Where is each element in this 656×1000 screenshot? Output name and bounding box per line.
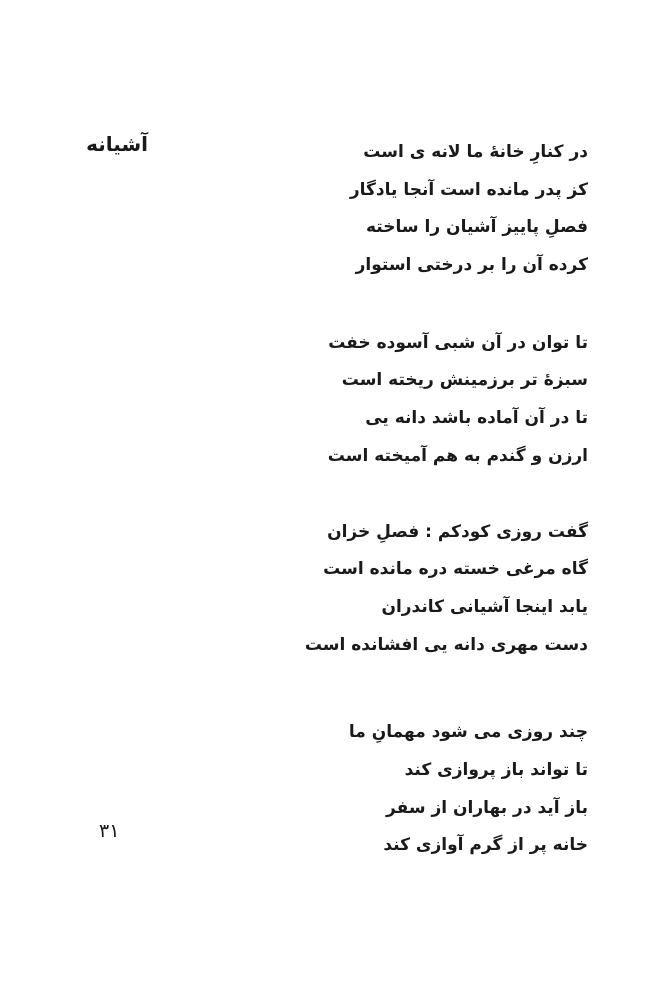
poem-line: سبزهٔ تر برزمینش ریخته است (341, 370, 588, 391)
poem-line: تا در آن آماده باشد دانه یی (365, 408, 588, 429)
poem-line: تا توان در آن شبی آسوده خفت (328, 332, 588, 353)
poem-line: دست مهری دانه یی افشانده است (304, 634, 588, 655)
poem-line: فصلِ پاییز آشیان را ساخته (366, 217, 588, 238)
stanza-4 (258, 714, 588, 865)
poem-line: تا تواند باز پروازی کند (404, 759, 588, 780)
poem-line: یابد اینجا آشیانی کاندران (381, 596, 588, 617)
poem-line: گاه مرغی خسته دره مانده است (323, 559, 588, 580)
poem-title: آشیانه (86, 132, 148, 156)
stanza-3 (258, 514, 588, 665)
poem-body (258, 134, 588, 905)
poem-line: باز آید در بهاران از سفر (386, 797, 588, 818)
poem-line: گفت روزی کودکم : فصلِ خزان (327, 521, 588, 542)
poem-line: چند روزی می شود مهمانِ ما (348, 722, 588, 743)
poem-line: ارزن و گندم به هم آمیخته است (327, 445, 588, 466)
poem-line: کز پدر مانده است آنجا یادگار (349, 179, 588, 200)
poem-line: در کنارِ خانهٔ ما لانه ی است (363, 142, 588, 162)
poem-line: کرده آن را بر درختی استوار (355, 255, 588, 276)
stanza-2 (258, 325, 588, 476)
stanza-1 (258, 134, 588, 285)
page-number: ۳۱ (99, 820, 120, 842)
poem-line: خانه پر از گرم آوازی کند (383, 835, 588, 856)
